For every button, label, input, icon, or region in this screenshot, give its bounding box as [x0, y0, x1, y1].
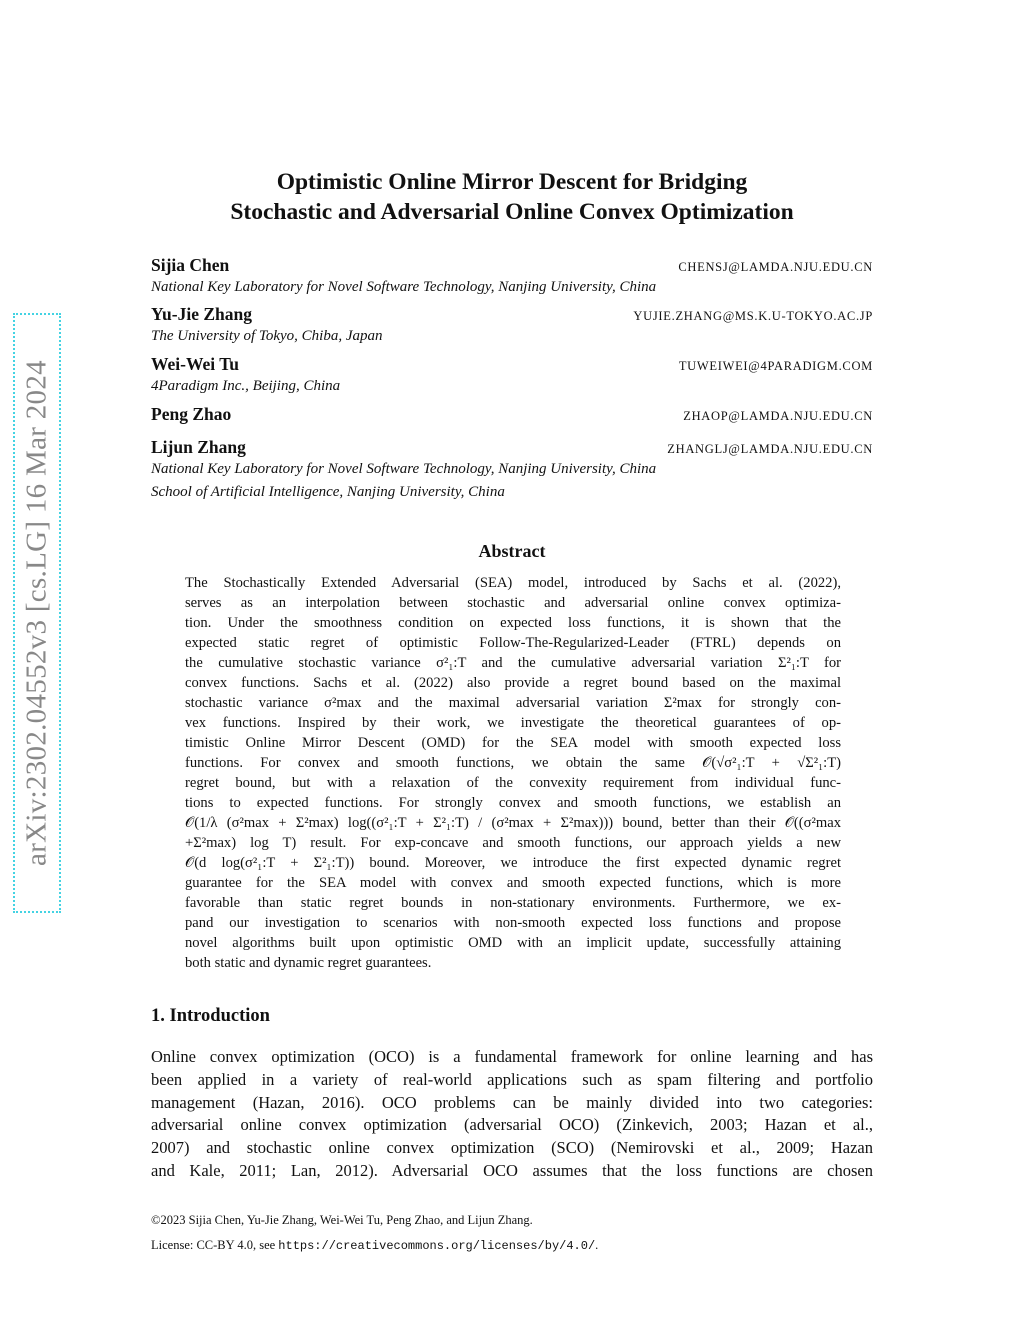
author-name: Wei-Wei Tu [151, 354, 240, 374]
license-link[interactable]: https://creativecommons.org/licenses/by/4.0/ [278, 1239, 596, 1253]
license-suffix: . [595, 1238, 599, 1252]
author-affiliation: School of Artificial Intelligence, Nanjing University, China [151, 484, 505, 500]
title-line-1: Optimistic Online Mirror Descent for Bridging [276, 169, 748, 195]
text-line: pand our investigation to scenarios with non-smooth expected loss functions and propose [185, 915, 841, 931]
author-affiliation: 4Paradigm Inc., Beijing, China [151, 378, 341, 394]
author-name: Peng Zhao [151, 404, 232, 424]
text-line: vex functions. Inspired by their work, we investigate the theoretical guarantees of op- [185, 715, 841, 731]
text-line: management (Hazan, 2016). OCO problems can be mainly divided into two categories: [151, 1092, 873, 1112]
author-name: Sijia Chen [151, 255, 230, 275]
introduction-body [151, 1046, 873, 1183]
author-email[interactable]: TUWEIWEI@4PARADIGM.COM [678, 359, 873, 373]
author-name: Lijun Zhang [151, 437, 246, 457]
author-email[interactable]: CHENSJ@LAMDA.NJU.EDU.CN [678, 260, 873, 274]
author-block [151, 404, 873, 425]
text-line: functions. For convex and smooth functions, we obtain the same 𝒪(√σ²₁:T + √Σ²₁:T) [185, 755, 841, 771]
author-affiliation: The University of Tokyo, Chiba, Japan [151, 328, 383, 344]
license-notice [151, 1238, 598, 1253]
text-line: +Σ²max) log T) result. For exp-concave and smooth functions, our approach yields a new [185, 835, 841, 851]
text-line: and Kale, 2011; Lan, 2012). Adversarial OCO assumes that the loss functions are chosen [151, 1160, 873, 1180]
author-block [151, 304, 873, 348]
text-line: timistic Online Mirror Descent (OMD) for the SEA model with smooth expected loss [185, 735, 841, 751]
author-name: Yu-Jie Zhang [151, 304, 252, 324]
text-line: regret bound, but with a relaxation of the convexity requirement from individual func- [185, 775, 841, 791]
paper-title [100, 167, 924, 227]
text-line: stochastic variance σ²max and the maximal adversarial variation Σ²max for strongly con- [185, 695, 841, 711]
text-line: The Stochastically Extended Adversarial (SEA) model, introduced by Sachs et al. (2022), [185, 575, 841, 591]
author-block [151, 437, 873, 504]
text-line: 𝒪(1/λ (σ²max + Σ²max) log((σ²₁:T + Σ²₁:T) / (σ²max + Σ²max))) bound, better than their 𝒪((σ²max [185, 815, 841, 831]
abstract-heading: Abstract [478, 541, 546, 561]
text-line: guarantee for the SEA model with convex and smooth expected functions, which is more [185, 875, 841, 891]
text-line: been applied in a variety of real-world applications such as spam filtering and portfolio [151, 1069, 873, 1089]
text-line: tion. Under the smoothness condition on expected loss functions, it is shown that the [185, 615, 841, 631]
author-email[interactable]: YUJIE.ZHANG@MS.K.U-TOKYO.AC.JP [633, 309, 873, 323]
author-email[interactable]: ZHANGLJ@LAMDA.NJU.EDU.CN [667, 442, 873, 456]
text-line: 𝒪(d log(σ²₁:T + Σ²₁:T)) bound. Moreover, we introduce the first expected dynamic regret [185, 855, 841, 871]
author-block [151, 255, 873, 299]
text-line: serves as an interpolation between stochastic and adversarial online convex optimiza- [185, 595, 841, 611]
author-block [151, 354, 873, 398]
arxiv-id: arXiv:2302.04552v3 [cs.LG] 16 Mar 2024 [20, 360, 53, 866]
author-affiliation: National Key Laboratory for Novel Software Technology, Nanjing University, China [151, 279, 657, 295]
text-line: adversarial online convex optimization (adversarial OCO) (Zinkevich, 2003; Hazan et al., [151, 1115, 873, 1135]
abstract-body [185, 573, 841, 973]
text-line: 2007) and stochastic online convex optimization (SCO) (Nemirovski et al., 2009; Hazan [151, 1138, 873, 1158]
text-line: convex functions. Sachs et al. (2022) also provide a regret bound based on the maximal [185, 675, 841, 691]
text-line: the cumulative stochastic variance σ²₁:T and the cumulative adversarial variation Σ²₁:T for [185, 655, 841, 671]
text-line: novel algorithms built upon optimistic OMD with an implicit update, successfully attaining [185, 935, 841, 951]
author-email[interactable]: ZHAOP@LAMDA.NJU.EDU.CN [683, 409, 873, 423]
text-line: favorable than static regret bounds in non-stationary environments. Furthermore, we ex- [185, 895, 841, 911]
text-line: tions to expected functions. For strongly convex and smooth functions, we establish an [185, 795, 841, 811]
title-line-2: Stochastic and Adversarial Online Convex Optimization [230, 199, 794, 225]
text-line: expected static regret of optimistic Follow-The-Regularized-Leader (FTRL) depends on [185, 635, 841, 651]
arxiv-stamp [13, 313, 61, 913]
text-line: Online convex optimization (OCO) is a fundamental framework for online learning and has [151, 1047, 873, 1066]
license-prefix: License: CC-BY 4.0, see [151, 1238, 279, 1252]
section-heading: 1. Introduction [151, 1006, 270, 1026]
copyright-notice: ©2023 Sijia Chen, Yu-Jie Zhang, Wei-Wei Tu, Peng Zhao, and Lijun Zhang. [151, 1213, 533, 1227]
author-affiliation: National Key Laboratory for Novel Software Technology, Nanjing University, China [151, 461, 657, 477]
text-line: both static and dynamic regret guarantees. [185, 955, 432, 971]
